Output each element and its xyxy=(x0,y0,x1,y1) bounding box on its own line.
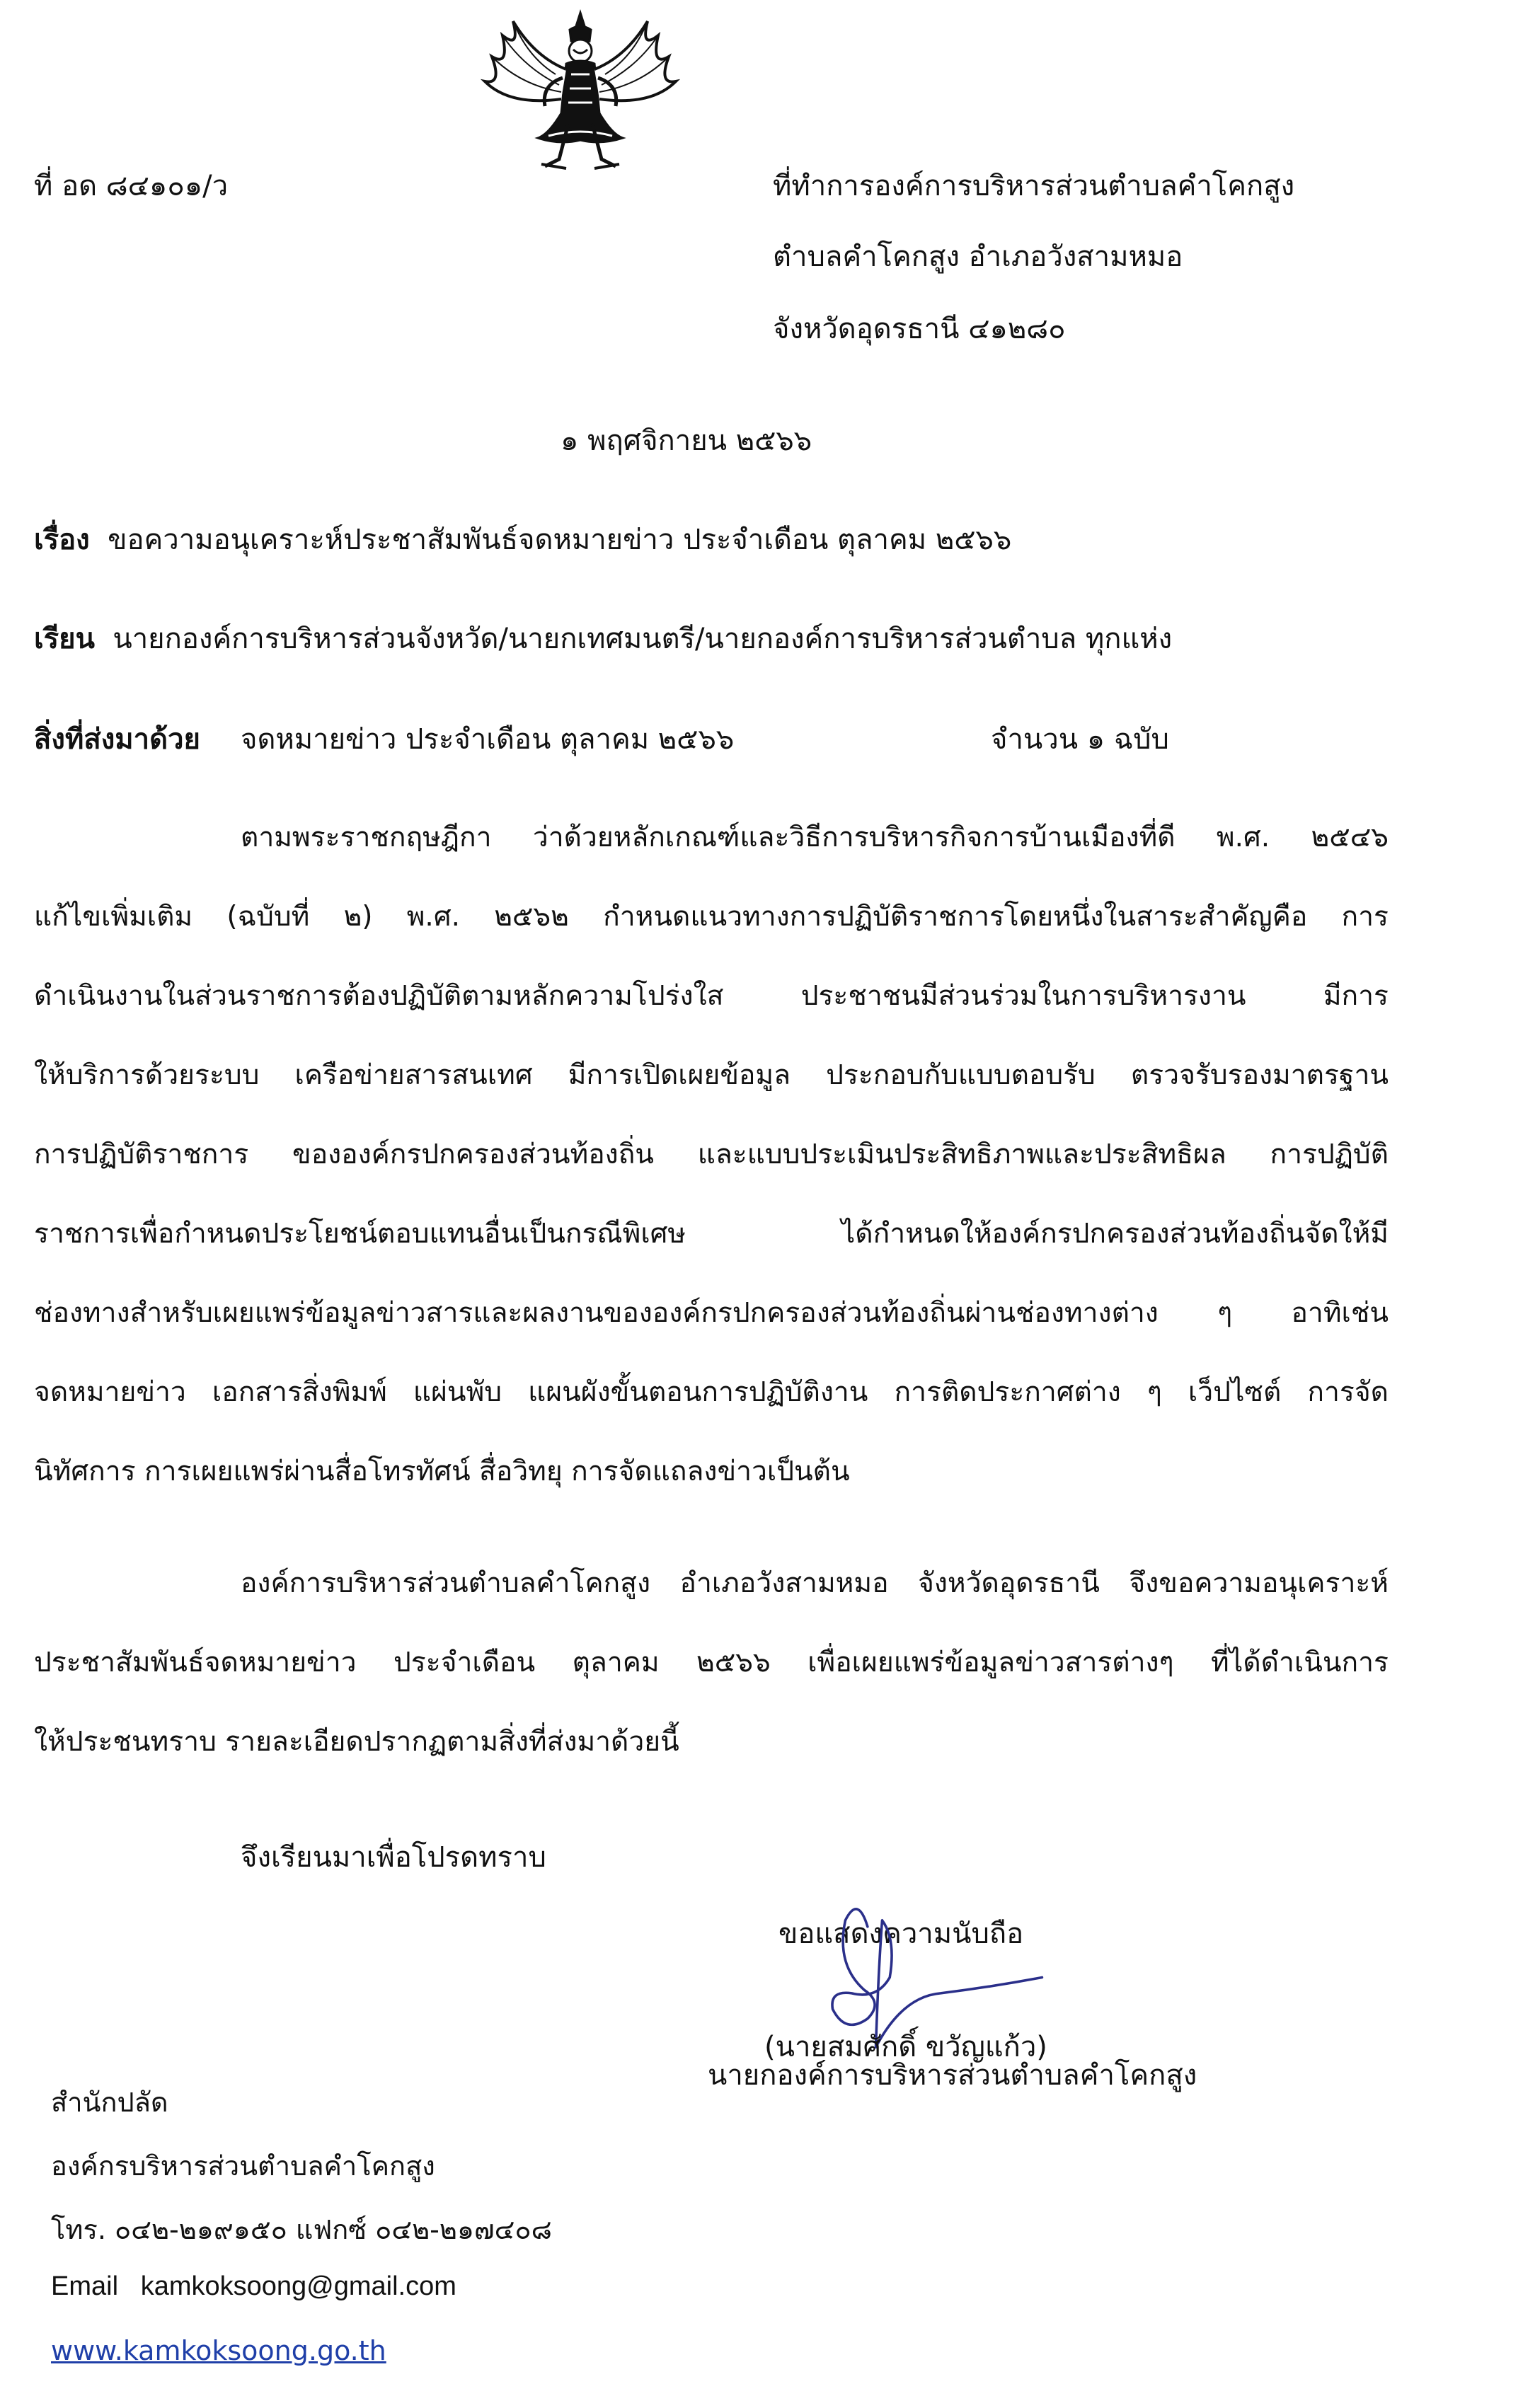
paragraph-1-line-6: ราชการเพื่อกำหนดประโยชน์ตอบแทนอื่นเป็นกรณีพิเศษ ได้กำหนดให้องค์กรปกครองส่วนท้องถิ่นจัดให้มี xyxy=(34,1218,1389,1250)
office-address-line-1: ที่ทำการองค์การบริหารส่วนตำบลคำโคกสูง xyxy=(773,170,1295,202)
signatory-name: (นายสมศักดิ์ ขวัญแก้ว) xyxy=(764,2031,1047,2063)
reference-number: ที่ อด ๘๔๑๐๑/ว xyxy=(34,170,229,202)
paragraph-1-line-3: ดำเนินงานในส่วนราชการต้องปฏิบัติตามหลักความโปร่งใส ประชาชนมีส่วนร่วมในการบริหารงาน มีการ xyxy=(34,980,1389,1012)
closing-request: จึงเรียนมาเพื่อโปรดทราบ xyxy=(241,1841,546,1874)
signatory-position: นายกองค์การบริหารส่วนตำบลคำโคกสูง xyxy=(708,2059,1197,2092)
email-label: Email xyxy=(51,2271,119,2301)
paragraph-1-line-4: ให้บริการด้วยระบบ เครือข่ายสารสนเทศ มีการเปิดเผยข้อมูล ประกอบกับแบบตอบรับ ตรวจรับรองมาตรฐาน xyxy=(34,1059,1389,1091)
paragraph-2-line-3: ให้ประชนทราบ รายละเอียดปรากฏตามสิ่งที่ส่งมาด้วยนี้ xyxy=(34,1726,679,1758)
office-address-line-2: ตำบลคำโคกสูง อำเภอวังสามหมอ xyxy=(773,241,1183,273)
enclosure-count: จำนวน ๑ ฉบับ xyxy=(991,723,1169,756)
recipient-text: นายกองค์การบริหารส่วนจังหวัด/นายกเทศมนตรี/นายกองค์การบริหารส่วนตำบล ทุกแห่ง xyxy=(113,623,1173,655)
paragraph-1-line-9: นิทัศการ การเผยแพร่ผ่านสื่อโทรทัศน์ สื่อวิทยุ การจัดแถลงข่าวเป็นต้น xyxy=(34,1456,850,1487)
enclosure-line xyxy=(34,716,200,761)
recipient-line xyxy=(34,616,1172,661)
paragraph-2-line-2: ประชาสัมพันธ์จดหมายข่าว ประจำเดือน ตุลาคม ๒๕๖๖ เพื่อเผยแพร่ข้อมูลข่าวสารต่างๆ ที่ได้ดำเนินการ xyxy=(34,1647,1389,1678)
paragraph-1-line-5: การปฏิบัติราชการ ขององค์กรปกครองส่วนท้องถิ่น และแบบประเมินประสิทธิภาพและประสิทธิผล การปฏิบัติ xyxy=(34,1139,1389,1170)
paragraph-1-line-1: ตามพระราชกฤษฎีกา ว่าด้วยหลักเกณฑ์และวิธีการบริหารกิจการบ้านเมืองที่ดี พ.ศ. ๒๕๔๖ xyxy=(241,822,1389,853)
letter-date: ๑ พฤศจิกายน ๒๕๖๖ xyxy=(561,425,812,457)
paragraph-1-line-7: ช่องทางสำหรับเผยแพร่ข้อมูลข่าวสารและผลงานขององค์กรปกครองส่วนท้องถิ่นผ่านช่องทางต่าง ๆ อาทิเช่น xyxy=(34,1297,1389,1329)
paragraph-2-line-1: องค์การบริหารส่วนตำบลคำโคกสูง อำเภอวังสามหมอ จังหวัดอุดรธานี จึงขอความอนุเคราะห์ xyxy=(241,1567,1389,1599)
enclosure-text: จดหมายข่าว ประจำเดือน ตุลาคม ๒๕๖๖ xyxy=(241,723,735,756)
contact-organization: องค์กรบริหารส่วนตำบลคำโคกสูง xyxy=(51,2150,435,2182)
subject-text: ขอความอนุเคราะห์ประชาสัมพันธ์จดหมายข่าว ประจำเดือน ตุลาคม ๒๕๖๖ xyxy=(108,524,1012,556)
recipient-label: เรียน xyxy=(34,623,95,655)
contact-department: สำนักปลัด xyxy=(51,2087,168,2118)
office-address-line-3: จังหวัดอุดรธานี ๔๑๒๘๐ xyxy=(773,313,1066,345)
subject-line xyxy=(34,517,1011,562)
contact-phone: โทร. ๐๔๒-๒๑๙๑๕๐ แฟกซ์ ๐๔๒-๒๑๗๔๐๘ xyxy=(51,2214,552,2245)
website-link[interactable]: www.kamkoksoong.go.th xyxy=(51,2335,386,2366)
contact-email-line xyxy=(51,2271,456,2302)
enclosure-label: สิ่งที่ส่งมาด้วย xyxy=(34,723,200,756)
paragraph-1-line-2: แก้ไขเพิ่มเติม (ฉบับที่ ๒) พ.ศ. ๒๕๖๒ กำหนดแนวทางการปฏิบัติราชการโดยหนึ่งในสาระสำคัญคือ การ xyxy=(34,901,1389,933)
garuda-emblem-icon xyxy=(471,7,690,177)
email-address[interactable]: kamkoksoong@gmail.com xyxy=(140,2271,456,2301)
subject-label: เรื่อง xyxy=(34,524,90,556)
closing-salutation: ขอแสดงความนับถือ xyxy=(778,1918,1024,1950)
paragraph-1-line-8: จดหมายข่าว เอกสารสิ่งพิมพ์ แผ่นพับ แผนผังขั้นตอนการปฏิบัติงาน การติดประกาศต่าง ๆ เว็ปไซต์ การจัด xyxy=(34,1376,1389,1408)
